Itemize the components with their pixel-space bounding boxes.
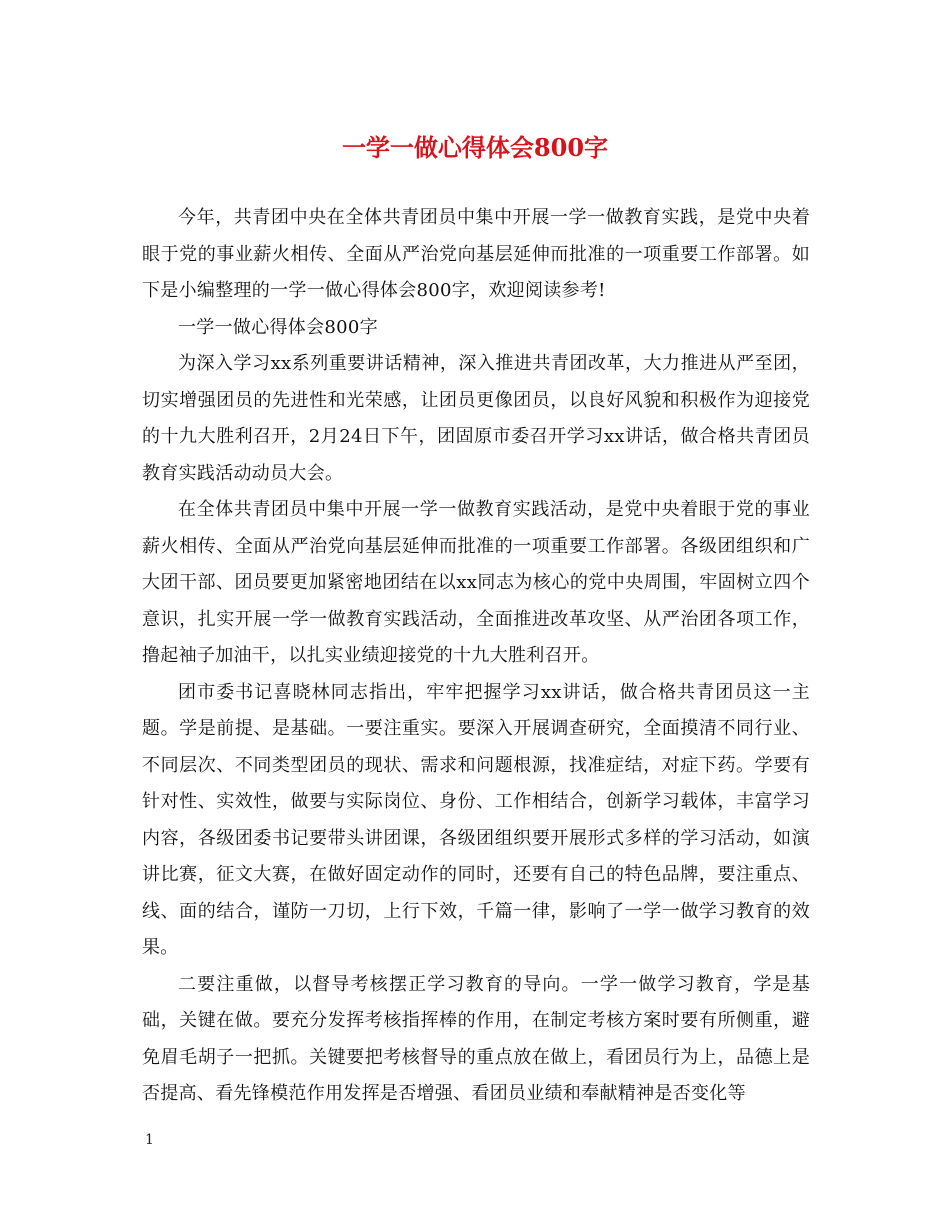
document-title: 一学一做心得体会800字 — [341, 133, 609, 162]
document-body — [142, 200, 810, 1113]
paragraph-meeting: 为深入学习xx系列重要讲话精神，深入推进共青团改革，大力推进从严至团，切实增强团员的先进性和光荣感，让团员更像团员，以良好风貌和积极作为迎接党的十九大胜利召开，2月24日下午，团固原市委召开学习xx讲话，做合格共青团员教育实践活动动员大会。 — [142, 353, 810, 484]
paragraph-practice: 在全体共青团员中集中开展一学一做教育实践活动，是党中央着眼于党的事业薪火相传、全面从严治党向基层延伸而批准的一项重要工作部署。各级团组织和广大团干部、团员要更加紧密地团结在以xx同志为核心的党中央周围，牢固树立四个意识，扎实开展一学一做教育实践活动，全面推进改革攻坚、从严治团各项工作，撸起袖子加油干，以扎实业绩迎接党的十九大胜利召开。 — [142, 499, 810, 666]
paragraph-intro: 今年，共青团中央在全体共青团员中集中开展一学一做教育实践，是党中央着眼于党的事业薪火相传、全面从严治党向基层延伸而批准的一项重要工作部署。如下是小编整理的一学一做心得体会800字，欢迎阅读参考! — [142, 207, 810, 301]
paragraph-subtitle: 一学一做心得体会800字 — [178, 316, 378, 338]
page-number: 1 — [145, 1132, 154, 1148]
paragraph-study: 团市委书记喜晓林同志指出，牢牢把握学习xx讲话，做合格共青团员这一主题。学是前提、是基础。一要注重实。要深入开展调查研究，全面摸清不同行业、不同层次、不同类型团员的现状、需求和问题根源，找准症结，对症下药。学要有针对性、实效性，做要与实际岗位、身份、工作相结合，创新学习载体，丰富学习内容，各级团委书记要带头讲团课，各级团组织要开展形式多样的学习活动，如演讲比赛，征文大赛，在做好固定动作的同时，还要有自己的特色品牌，要注重点、线、面的结合，谨防一刀切，上行下效，千篇一律，影响了一学一做学习教育的效果。 — [142, 681, 810, 958]
paragraph-action: 二要注重做，以督导考核摆正学习教育的导向。一学一做学习教育，学是基础，关键在做。要充分发挥考核指挥棒的作用，在制定考核方案时要有所侧重，避免眉毛胡子一把抓。关键要把考核督导的重点放在做上，看团员行为上，品德上是否提高、看先锋模范作用发挥是否增强、看团员业绩和奉献精神是否变化等 — [142, 973, 810, 1104]
